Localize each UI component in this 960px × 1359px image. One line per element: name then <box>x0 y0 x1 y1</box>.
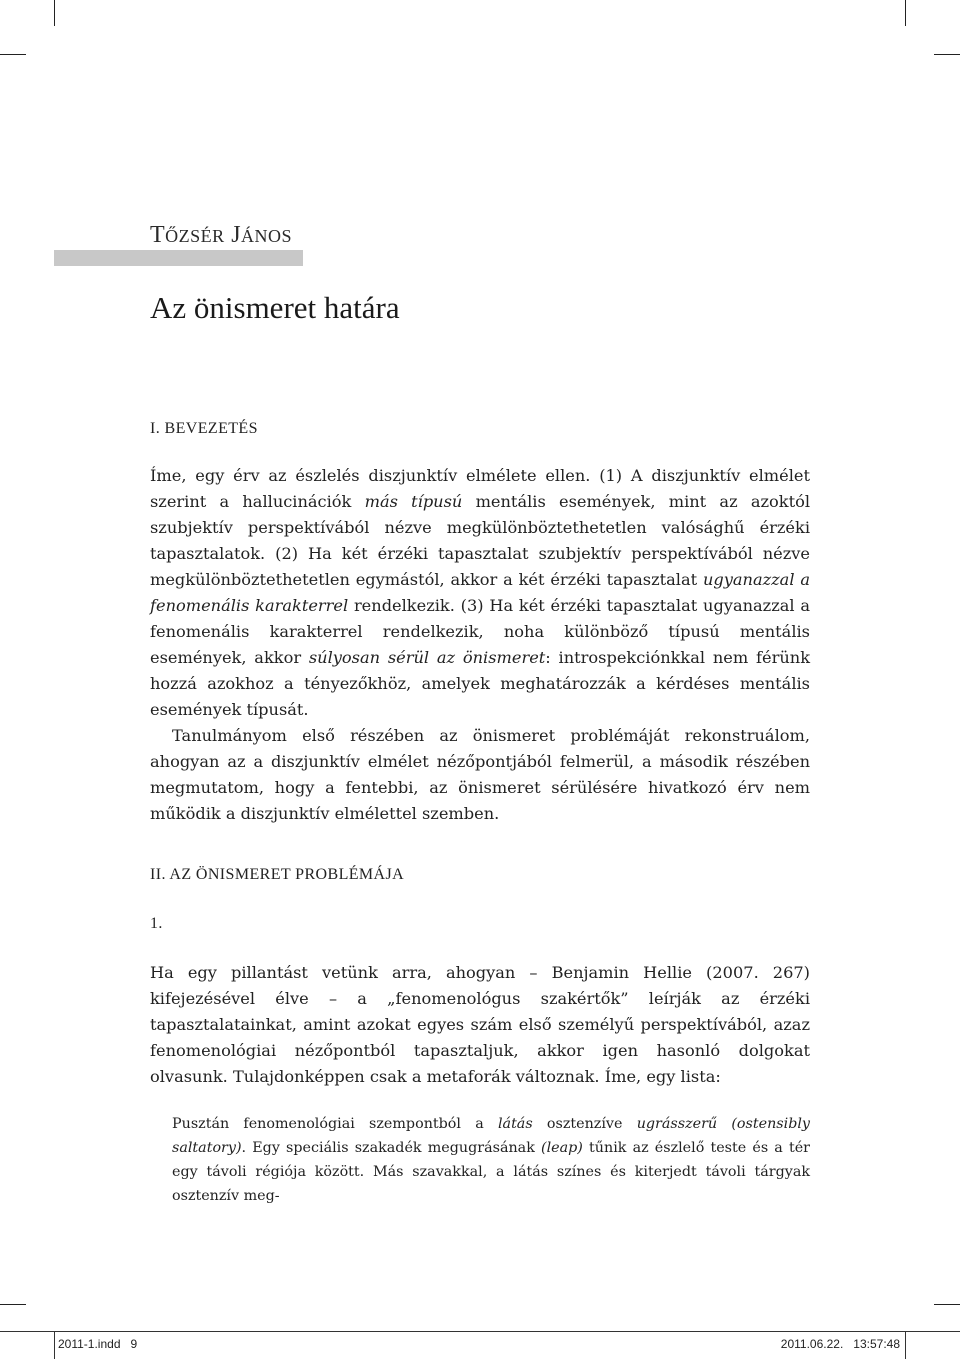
emphasis: ugyanazzal a fenomenális karakterrel <box>150 570 810 615</box>
quote-paragraph <box>172 1112 810 1208</box>
text-run: . Egy speciális szakadék megugrásának <box>241 1140 542 1156</box>
emphasis: más típusú <box>364 492 463 511</box>
emphasis: látás <box>497 1116 533 1132</box>
paragraph: Ha egy pillantást vetünk arra, ahogyan – Benjamin Hellie (2007. 267) kifejezésével élve – a „fenomenológus szakértők” leírják az érzéki tapasztalatainkat, amint azokat egyes szám első személyű perspektívából, azaz fenomenológiai nézőpontból tapasztaljuk, akkor igen hasonló dolgokat olvasunk. Tulajdonképpen csak a metaforák változnak. Íme, egy lista: <box>150 963 810 1086</box>
section-2-body <box>150 960 810 1090</box>
author-highlight-bar <box>54 250 303 266</box>
slug-filename: 2011-1.indd 9 <box>58 1337 138 1351</box>
crop-mark <box>934 54 960 55</box>
section-heading: I. BEVEZETÉS <box>150 420 258 437</box>
section-1-body <box>150 463 810 827</box>
text-run: mentális események, mint az azoktól szubjektív perspektívából nézve megkülönböztethetetlen valósághű érzéki tapasztalatok. (2) Ha két érzéki tapasztalat szubjektív perspektívából nézve megkülönböztethetetlen egymástól, akkor a két érzéki tapasztalat <box>150 492 810 589</box>
text-run: : introspekciónkkal nem férünk hozzá azokhoz a tényezőkhöz, amelyek meghatározzák a kérdéses mentális események típusát. <box>150 648 811 719</box>
crop-mark <box>0 54 26 55</box>
slug-tick <box>905 1331 906 1359</box>
author-surname-rest: ŐZSÉR <box>165 226 225 246</box>
emphasis: ugrásszerű (ostensibly saltatory) <box>172 1116 810 1156</box>
text-run: Pusztán fenomenológiai szempontból a <box>172 1116 498 1132</box>
slug-tick <box>54 1331 55 1359</box>
crop-mark <box>0 1304 26 1305</box>
article-title: Az önismeret határa <box>150 290 400 325</box>
author-given-rest: ÁNOS <box>241 226 293 246</box>
slug-timestamp: 2011.06.22. 13:57:48 <box>780 1337 900 1351</box>
emphasis: (leap) <box>541 1140 583 1156</box>
paragraph: Tanulmányom első részében az önismeret problémáját rekonstruálom, ahogyan az a diszjunktív elmélet nézőpontjából felmerül, a második részében megmutatom, hogy a fentebbi, az önismeret sérülésére hivatkozó érv nem működik a diszjunktív elmélettel szemben. <box>150 726 810 823</box>
author-initial: T <box>150 222 166 248</box>
emphasis: súlyosan sérül az önismeret <box>308 648 546 667</box>
crop-mark <box>934 1304 960 1305</box>
text-run: Íme, egy érv az észlelés diszjunktív elmélete ellen. (1) A diszjunktív elmélet szerint a hallucinációk <box>150 466 810 511</box>
crop-mark <box>905 0 906 26</box>
subsection-number: 1. <box>150 915 163 932</box>
author-name <box>150 222 292 249</box>
author-initial: J <box>231 222 242 248</box>
text-run: rendelkezik. (3) Ha két érzéki tapasztalat ugyanazzal a fenomenális karakterrel rendelkezik, noha különböző típusú mentális események, akkor <box>150 596 810 667</box>
paragraph <box>150 463 810 723</box>
text-run: tűnik az észlelő teste és a tér egy távoli régiója között. Más szavakkal, a látás színes és kiterjedt távoli tárgyak osztenzív meg- <box>172 1140 811 1204</box>
block-quote <box>172 1112 810 1208</box>
crop-mark <box>54 0 55 26</box>
slug-line <box>0 1331 960 1332</box>
section-heading: II. AZ ÖNISMERET PROBLÉMÁJA <box>150 866 405 883</box>
text-run: osztenzíve <box>532 1116 637 1132</box>
